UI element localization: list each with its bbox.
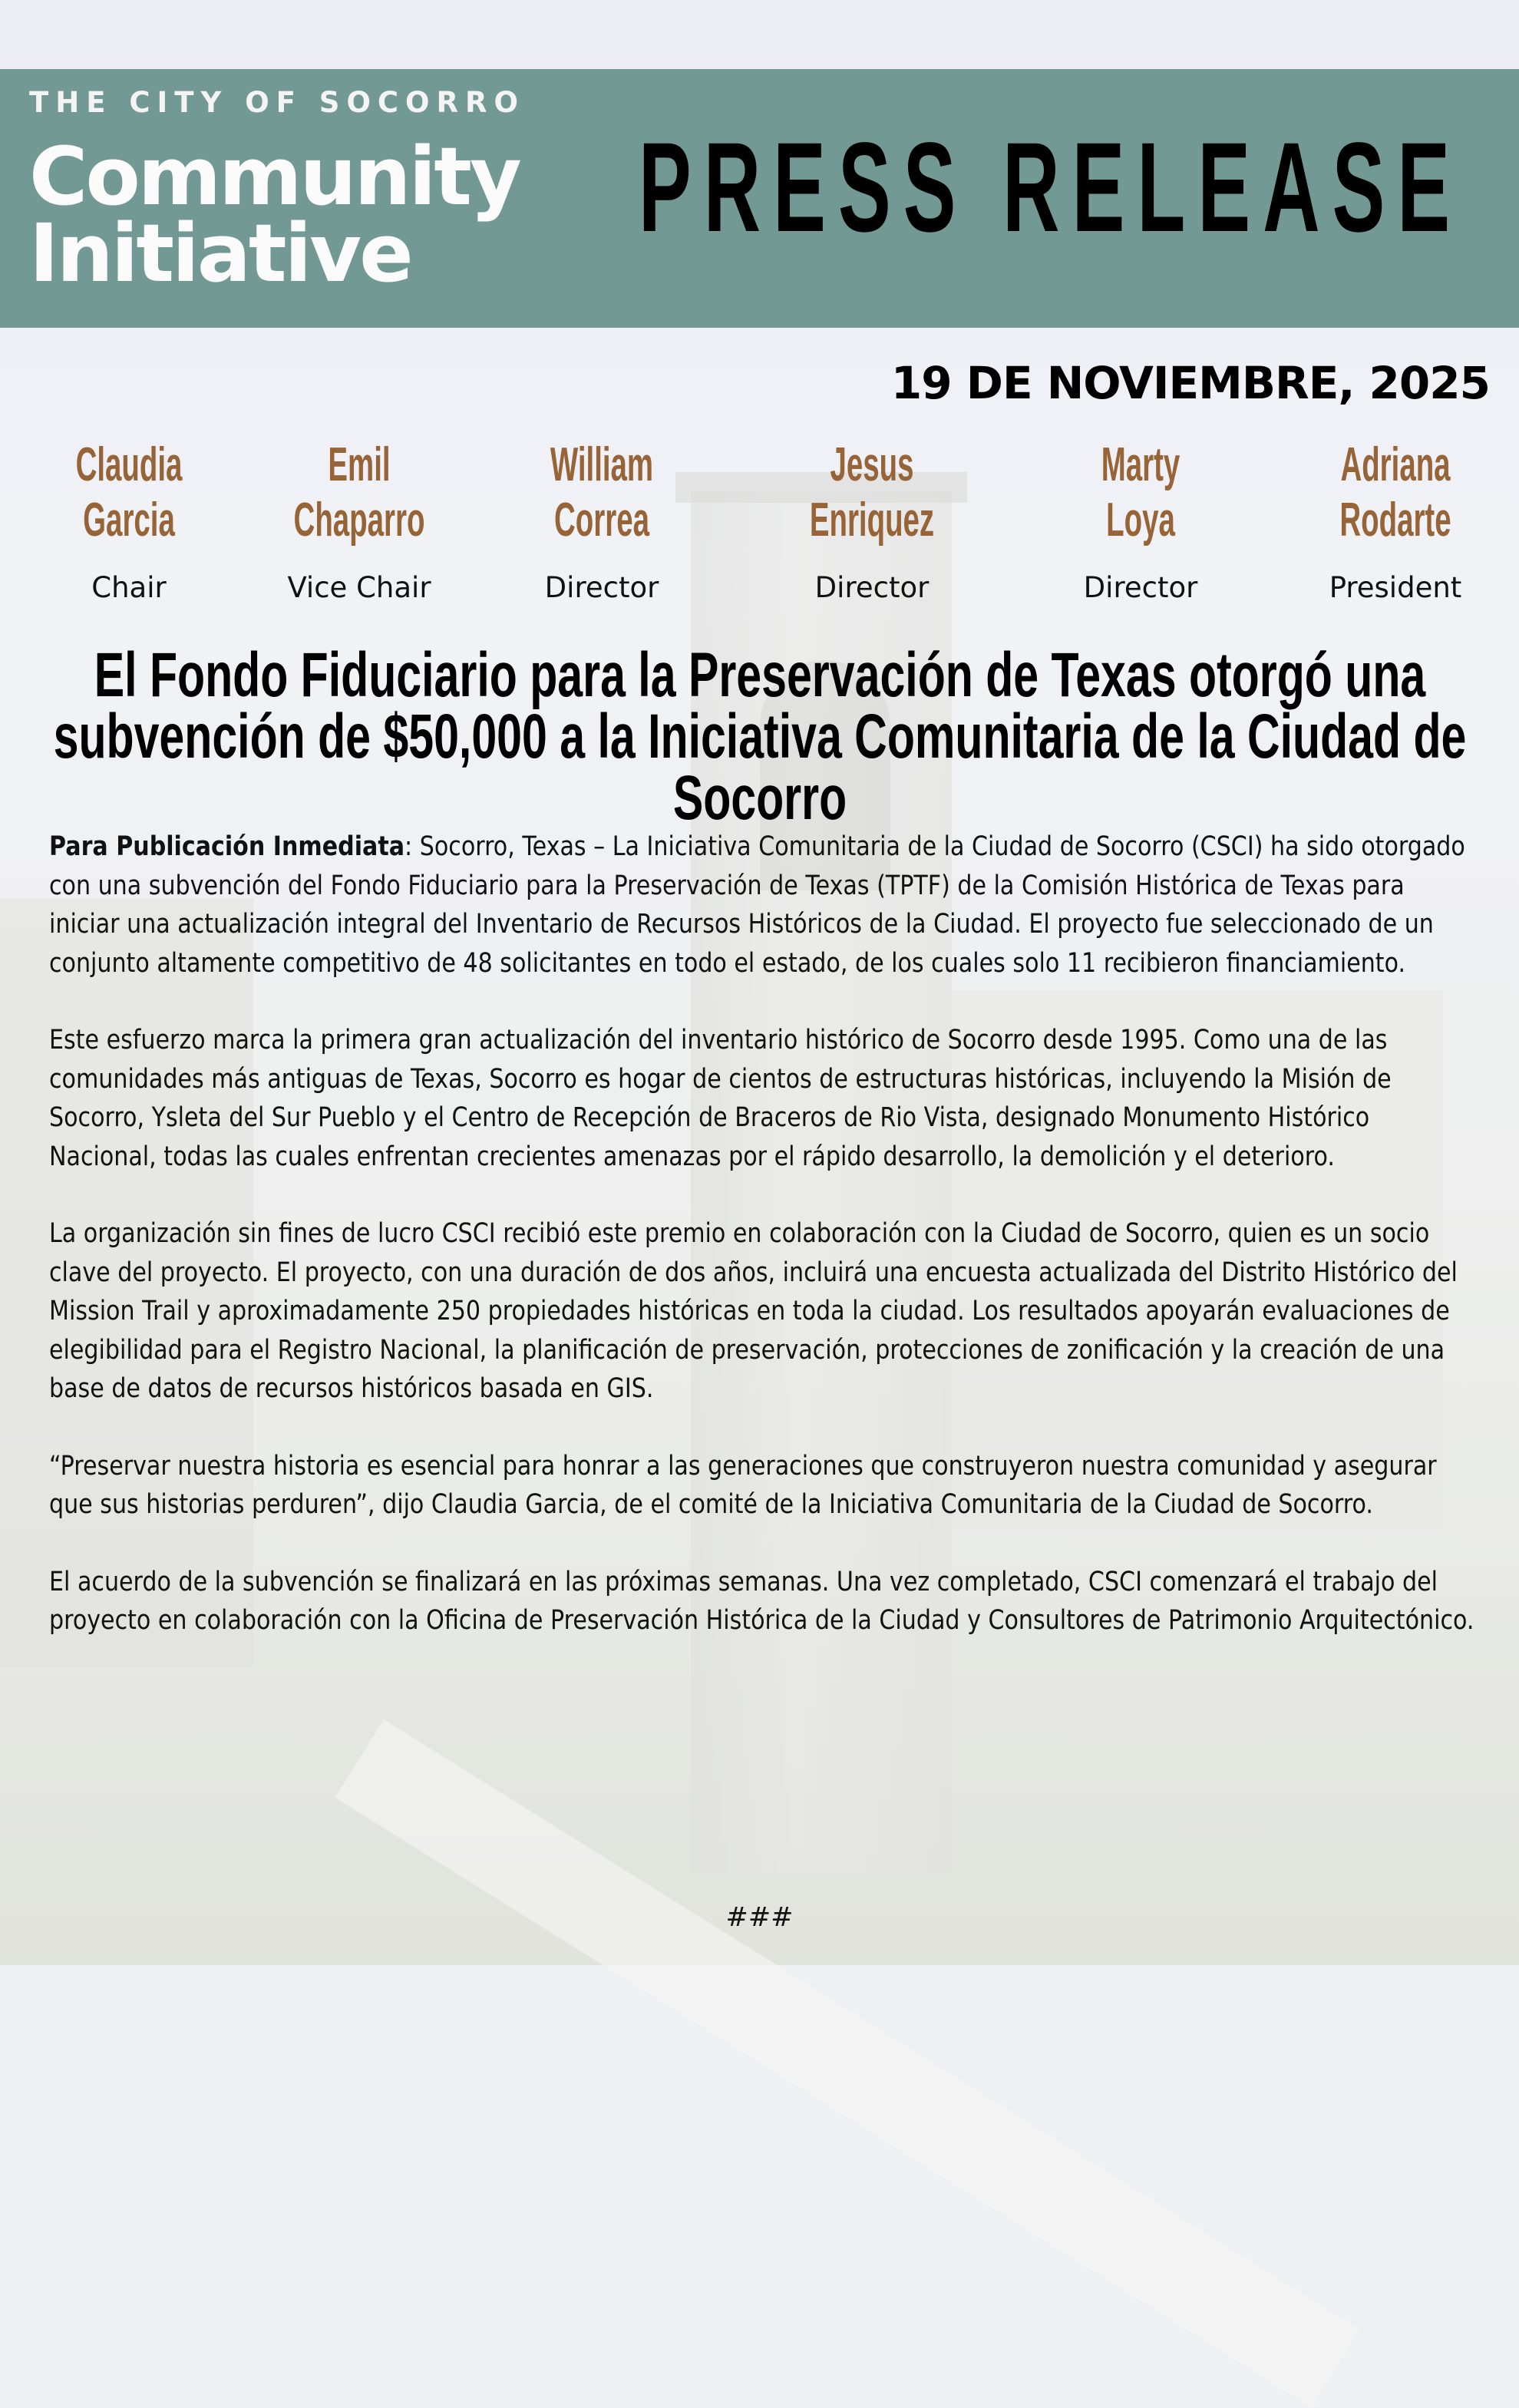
paragraph: La organización sin fines de lucro CSCI recibió este premio en colaboración con la Ciudad de Socorro, quien es un socio clave del proyecto. El proyecto, con una duración de dos años, incluirá una encuesta actualizada del Distrito Histórico del Mission Trail y aproximadamente 250 propiedades históricas en toda la ciudad. Los resultados apoyarán evaluaciones de elegibilidad para el Registro Nacional, la planificación de preservación, protecciones de zonificación y la creación de una base de datos de recursos históricos basada en GIS.	[49, 1218, 1458, 1404]
end-mark: ###	[725, 1902, 794, 1933]
header-band	[0, 69, 1519, 328]
member-name: Emil Chaparro	[293, 438, 425, 547]
member-role: Director	[544, 571, 659, 604]
release-date: 19 DE NOVIEMBRE, 2025	[890, 357, 1490, 409]
quote-paragraph: “Preservar nuestra historia es esencial para honrar a las generaciones que construyeron nuestra comunidad y asegurar que sus historias perduren”, dijo Claudia Garcia, de el comité de la Iniciativa Comunitaria de la Ciudad de Socorro.	[49, 1450, 1437, 1520]
logo	[29, 130, 520, 300]
release-label: Para Publicación Inmediata	[49, 831, 405, 862]
press-release-title: PRESS RELEASE	[639, 117, 1463, 259]
member-name: Claudia Garcia	[75, 438, 183, 547]
logo-line-1: Community	[29, 130, 520, 223]
logo-kicker: THE CITY OF SOCORRO	[29, 86, 525, 119]
logo-line-2: Initiative	[29, 206, 411, 300]
member-role: Chair	[91, 571, 167, 604]
member-role: President	[1329, 571, 1462, 604]
paragraph: El acuerdo de la subvención se finalizará en las próximas semanas. Una vez completado, CSCI comenzará el trabajo del proyecto en colaboración con la Oficina de Preservación Histórica de la Ciudad y Consultores de Patrimonio Arquitectónico.	[49, 1566, 1474, 1636]
member-role: Director	[814, 571, 930, 604]
member-name: Marty Loya	[1101, 438, 1181, 547]
headline	[46, 640, 1474, 833]
paragraph: Este esfuerzo marca la primera gran actualización del inventario histórico de Socorro desde 1995. Como una de las comunidades más antiguas de Texas, Socorro es hogar de cientos de estructuras históricas, incluyendo la Misión de Socorro, Ysleta del Sur Pueblo y el Centro de Recepción de Braceros de Rio Vista, designado Monumento Histórico Nacional, todas las cuales enfrentan crecientes amenazas por el rápido desarrollo, la demolición y el deterioro.	[49, 1025, 1392, 1172]
member-name: William Correa	[550, 438, 654, 547]
board-member	[1273, 438, 1518, 604]
member-role: Vice Chair	[287, 571, 431, 604]
member-name: Jesus Enriquez	[809, 438, 935, 547]
board-member	[236, 438, 482, 604]
member-role: Director	[1083, 571, 1198, 604]
paragraph: Para Publicación Inmediata: Socorro, Texas – La Iniciativa Comunitaria de la Ciudad de Socorro (CSCI) ha sido otorgado con una subvención del Fondo Fiduciario para la Preservación de Texas (TPTF) de la Comisión Histórica de Texas para iniciar una actualización integral del Inventario de Recursos Históricos de la Ciudad. El proyecto fue seleccionado de un conjunto altamente competitivo de 48 solicitantes en todo el estado, de los cuales solo 11 recibieron financiamiento.	[49, 831, 1465, 979]
board-member	[1018, 438, 1263, 604]
member-name: Adriana Rodarte	[1339, 438, 1451, 547]
board-member	[479, 438, 725, 604]
headline-text: El Fondo Fiduciario para la Preservación de Texas otorgó una subvención de $50,000 a la Iniciativa Comunitaria de la Ciudad de Socorro	[53, 640, 1467, 833]
board-member	[6, 438, 252, 604]
article-body	[49, 827, 1477, 1679]
board-member	[749, 438, 995, 604]
